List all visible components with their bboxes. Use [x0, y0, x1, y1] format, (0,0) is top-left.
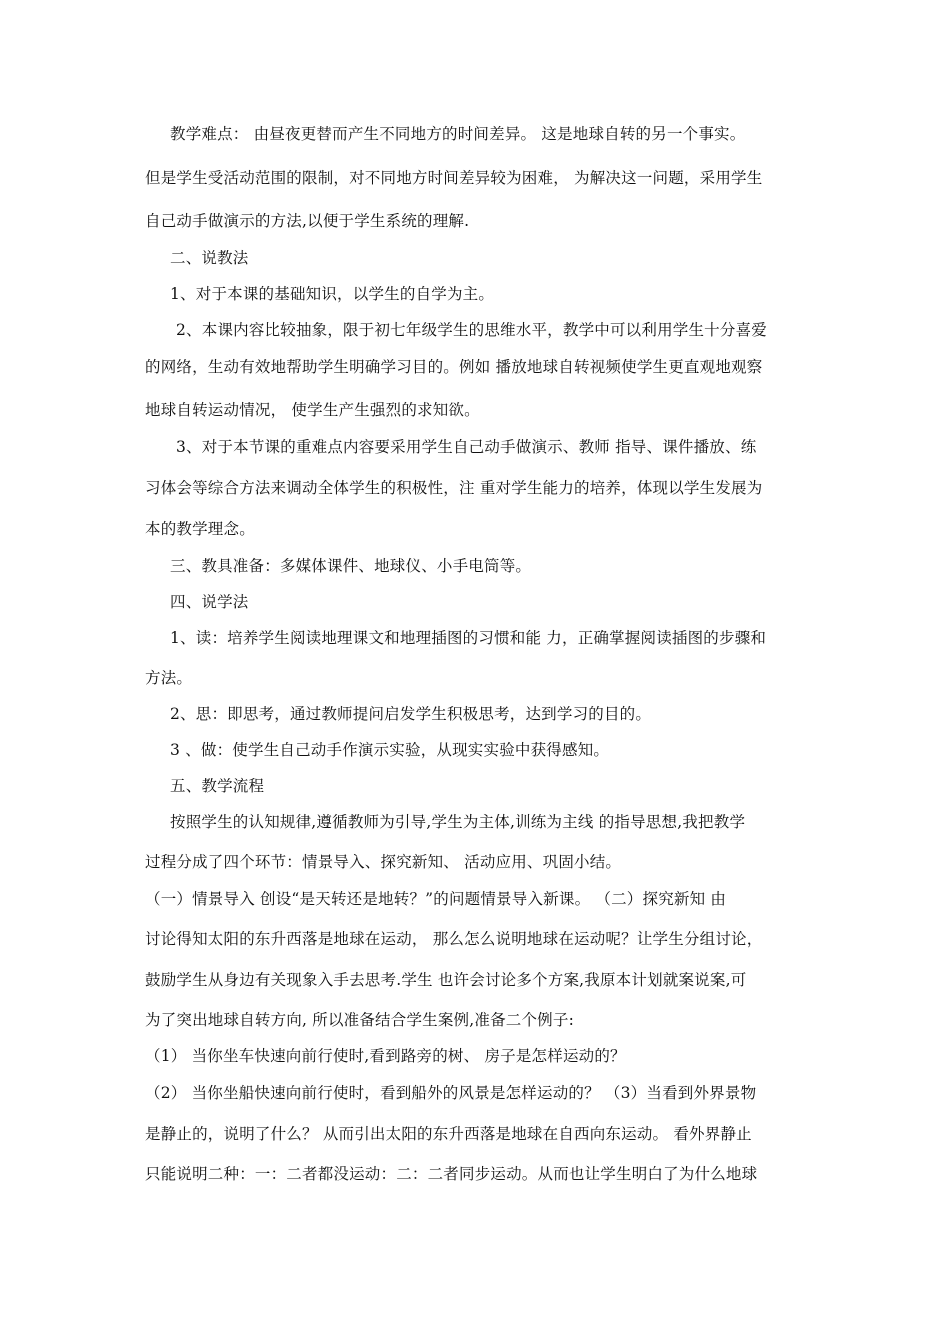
text-line: 本的教学理念。 — [145, 520, 255, 538]
text-line: 但是学生受活动范围的限制，对不同地方时间差异较为困难， 为解决这一问题，采用学生 — [145, 169, 763, 187]
text-line: 的网络，生动有效地帮助学生明确学习目的。例如 播放地球自转视频使学生更直观地观察 — [145, 358, 763, 376]
text-line: 鼓励学生从身边有关现象入手去思考.学生 也许会讨论多个方案,我原本计划就案说案,可 — [145, 971, 747, 989]
text-line: 2、思：即思考，通过教师提问启发学生积极思考，达到学习的目的。 — [170, 705, 652, 723]
text-line: 按照学生的认知规律,遵循教师为引导,学生为主体,训练为主线 的指导思想,我把教学 — [170, 813, 746, 831]
text-line: 3、对于本节课的重难点内容要采用学生自己动手做演示、教师 指导、课件播放、练 — [176, 438, 757, 456]
text-line: （2） 当你坐船快速向前行使时，看到船外的风景是怎样运动的？ （3）当看到外界景物 — [145, 1084, 757, 1102]
text-line: 3 、做：使学生自己动手作演示实验，从现实实验中获得感知。 — [170, 741, 610, 759]
text-line: 自己动手做演示的方法,以便于学生系统的理解. — [145, 212, 470, 230]
text-line: 过程分成了四个环节：情景导入、探究新知、 活动应用、巩固小结。 — [145, 853, 622, 871]
text-line: 习体会等综合方法来调动全体学生的积极性，注 重对学生能力的培养，体现以学生发展为 — [145, 479, 763, 497]
text-line: 2、本课内容比较抽象，限于初七年级学生的思维水平，教学中可以利用学生十分喜爱 — [176, 321, 767, 339]
section-heading: 五、教学流程 — [170, 777, 265, 795]
text-line: 为了突出地球自转方向, 所以准备结合学生案例,准备二个例子: — [145, 1011, 575, 1029]
text-line: 教学难点： 由昼夜更替而产生不同地方的时间差异。 这是地球自转的另一个事实。 — [170, 125, 746, 143]
section-heading: 二、说教法 — [170, 249, 249, 267]
text-line: （1） 当你坐车快速向前行使时,看到路旁的树、 房子是怎样运动的？ — [145, 1047, 626, 1065]
text-line: 是静止的，说明了什么？ 从而引出太阳的东升西落是地球在自西向东运动。 看外界静止 — [145, 1125, 752, 1143]
text-line: 地球自转运动情况， 使学生产生强烈的求知欲。 — [145, 401, 480, 419]
text-line: 讨论得知太阳的东升西落是地球在运动， 那么怎么说明地球在运动呢？让学生分组讨论， — [145, 930, 763, 948]
section-heading: 三、教具准备：多媒体课件、地球仪、小手电筒等。 — [170, 557, 532, 575]
text-line: （一）情景导入 创设“是天转还是地转？”的问题情景导入新课。 （二）探究新知 由 — [145, 890, 727, 908]
text-line: 方法。 — [145, 669, 193, 687]
text-line: 1、读：培养学生阅读地理课文和地理插图的习惯和能 力，正确掌握阅读插图的步骤和 — [170, 629, 767, 647]
text-line: 只能说明二种：一：二者都没运动：二：二者同步运动。从而也让学生明白了为什么地球 — [145, 1165, 758, 1183]
text-line: 1、对于本课的基础知识，以学生的自学为主。 — [170, 285, 495, 303]
section-heading: 四、说学法 — [170, 593, 249, 611]
